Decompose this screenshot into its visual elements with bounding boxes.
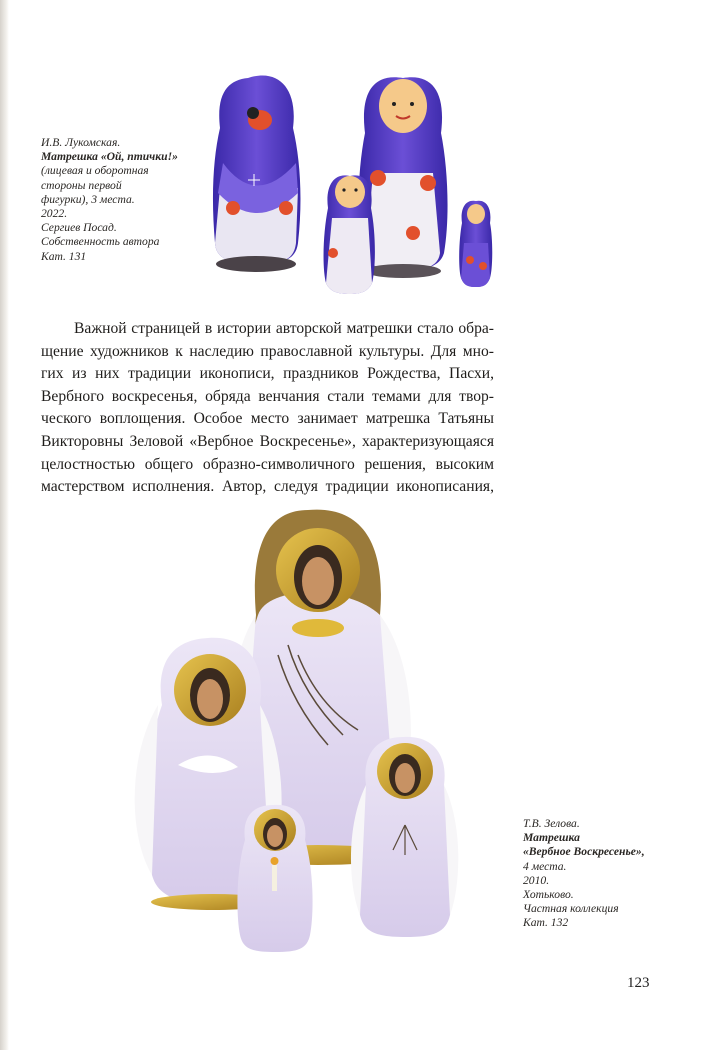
page-number: 123 <box>627 975 650 991</box>
matryoshka-birds-photo <box>208 68 498 298</box>
doll-angel-small <box>237 805 312 952</box>
body-line: щение художников к наследию православной культуры. Для мно- <box>41 342 494 360</box>
caption-bottom-detail: 4 места. <box>523 859 567 873</box>
caption-top <box>41 136 211 264</box>
body-line: мастерством исполнения. Автор, следуя традиции иконописания, <box>41 478 494 496</box>
body-line: Вербного воскресенья, обряда венчания стали темами для твор- <box>41 387 494 405</box>
body-line: гих из них традиции иконописи, праздников Рождества, Пасхи, <box>41 365 494 383</box>
book-spine-shadow <box>0 0 9 1050</box>
caption-bottom-title: «Вербное Воскресенье», <box>523 845 645 859</box>
body-paragraph <box>41 318 494 499</box>
caption-top-author: И.В. Лукомская. <box>41 136 121 149</box>
caption-bottom-detail: Частная коллекция <box>523 902 619 916</box>
caption-bottom-detail: Хотьково. <box>523 888 574 902</box>
caption-top-detail: Собственность автора <box>41 235 160 249</box>
caption-bottom-author: Т.В. Зелова. <box>523 817 580 830</box>
body-line: целостностью общего образно-символичного решения, высоким <box>41 455 494 473</box>
caption-bottom-title: Матрешка <box>523 831 580 845</box>
caption-top-detail: 2022. <box>41 207 68 221</box>
caption-top-detail: фигурки), 3 места. <box>41 192 135 206</box>
caption-top-detail: стороны первой <box>41 178 122 192</box>
body-line: ческого воплощения. Особое место занимает матрешка Татьяны <box>41 410 494 428</box>
doll-front-medium <box>324 175 375 294</box>
doll-back-view <box>213 75 301 272</box>
caption-top-detail: Сергиев Посад. <box>41 221 117 235</box>
doll-angel-right <box>351 737 458 937</box>
caption-bottom-detail: 2010. <box>523 873 550 887</box>
caption-bottom <box>523 817 683 931</box>
matryoshka-palm-sunday-photo <box>118 505 463 960</box>
caption-top-title: Матрешка «Ой, птички!» <box>41 150 178 164</box>
body-line: Викторовны Зеловой «Вербное Воскресенье», характеризующаяся <box>41 432 494 450</box>
caption-bottom-detail: Кат. 132 <box>523 916 569 930</box>
body-line: Важной страницей в истории авторской матрешки стало обра- <box>74 320 494 337</box>
caption-top-detail: Кат. 131 <box>41 249 87 263</box>
caption-top-detail: (лицевая и оборотная <box>41 164 149 178</box>
doll-front-small <box>459 201 492 287</box>
